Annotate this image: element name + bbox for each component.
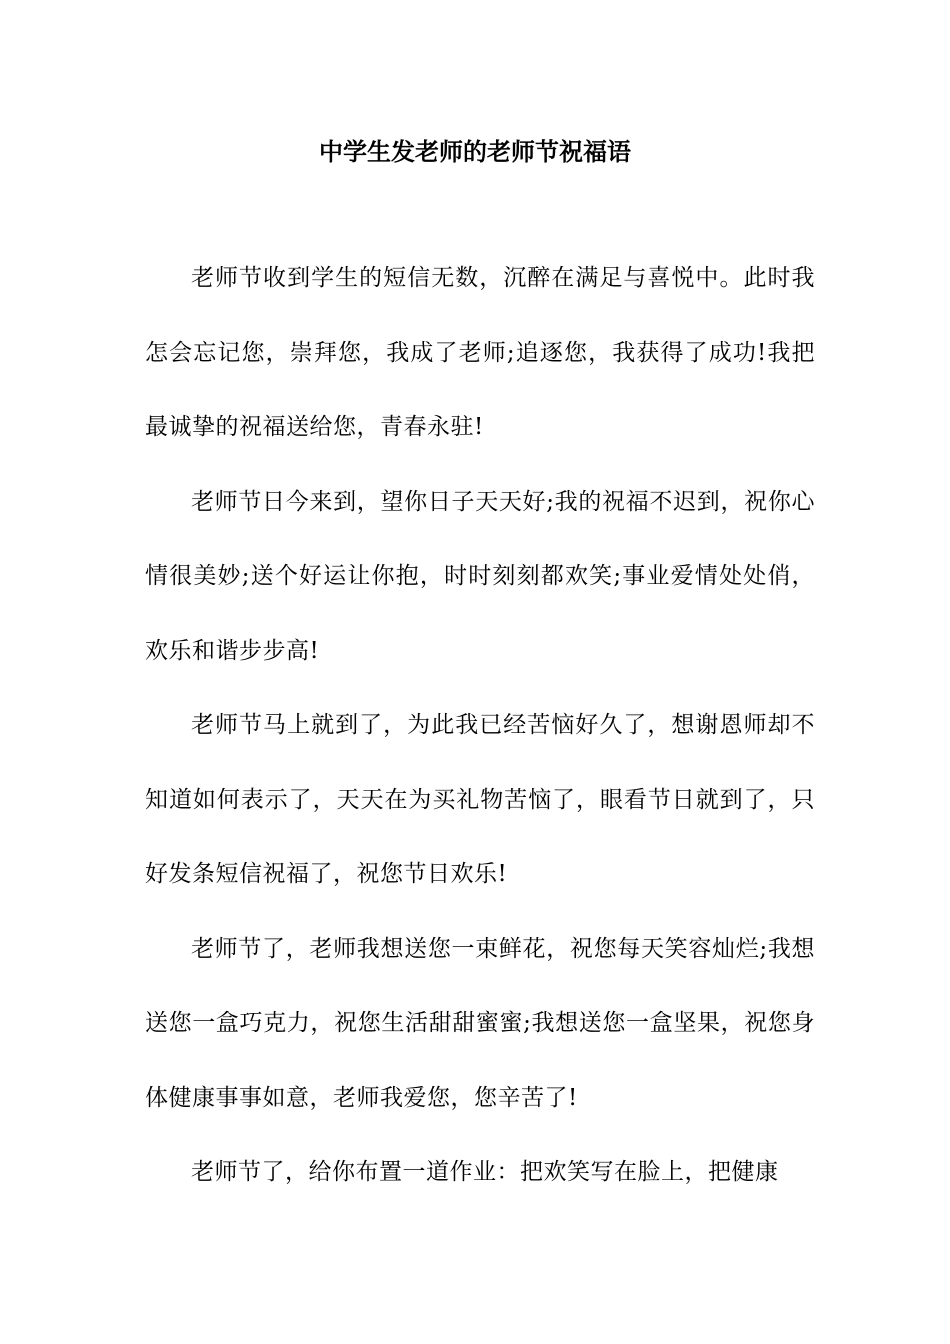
paragraph: 老师节了，老师我想送您一束鲜花，祝您每天笑容灿烂;我想送您一盒巧克力，祝您生活甜甜蜜蜜;我想送您一盒坚果，祝您身体健康事事如意，老师我爱您，您辛苦了! [145, 935, 815, 1111]
paragraph: 老师节收到学生的短信无数，沉醉在满足与喜悦中。此时我怎会忘记您，崇拜您，我成了老师;追逐您，我获得了成功!我把最诚挚的祝福送给您，青春永驻! [145, 265, 815, 440]
paragraph: 老师节马上就到了，为此我已经苦恼好久了，想谢恩师却不知道如何表示了，天天在为买礼物苦恼了，眼看节日就到了，只好发条短信祝福了，祝您节日欢乐! [145, 712, 815, 887]
paragraph: 老师节日今来到，望你日子天天好;我的祝福不迟到，祝你心情很美妙;送个好运让你抱，时时刻刻都欢笑;事业爱情处处俏，欢乐和谐步步高! [145, 488, 815, 664]
paragraph: 老师节了，给你布置一道作业：把欢笑写在脸上，把健康 [191, 1159, 779, 1185]
document-body [145, 241, 815, 1210]
document-title: 中学生发老师的老师节祝福语 [319, 138, 631, 166]
